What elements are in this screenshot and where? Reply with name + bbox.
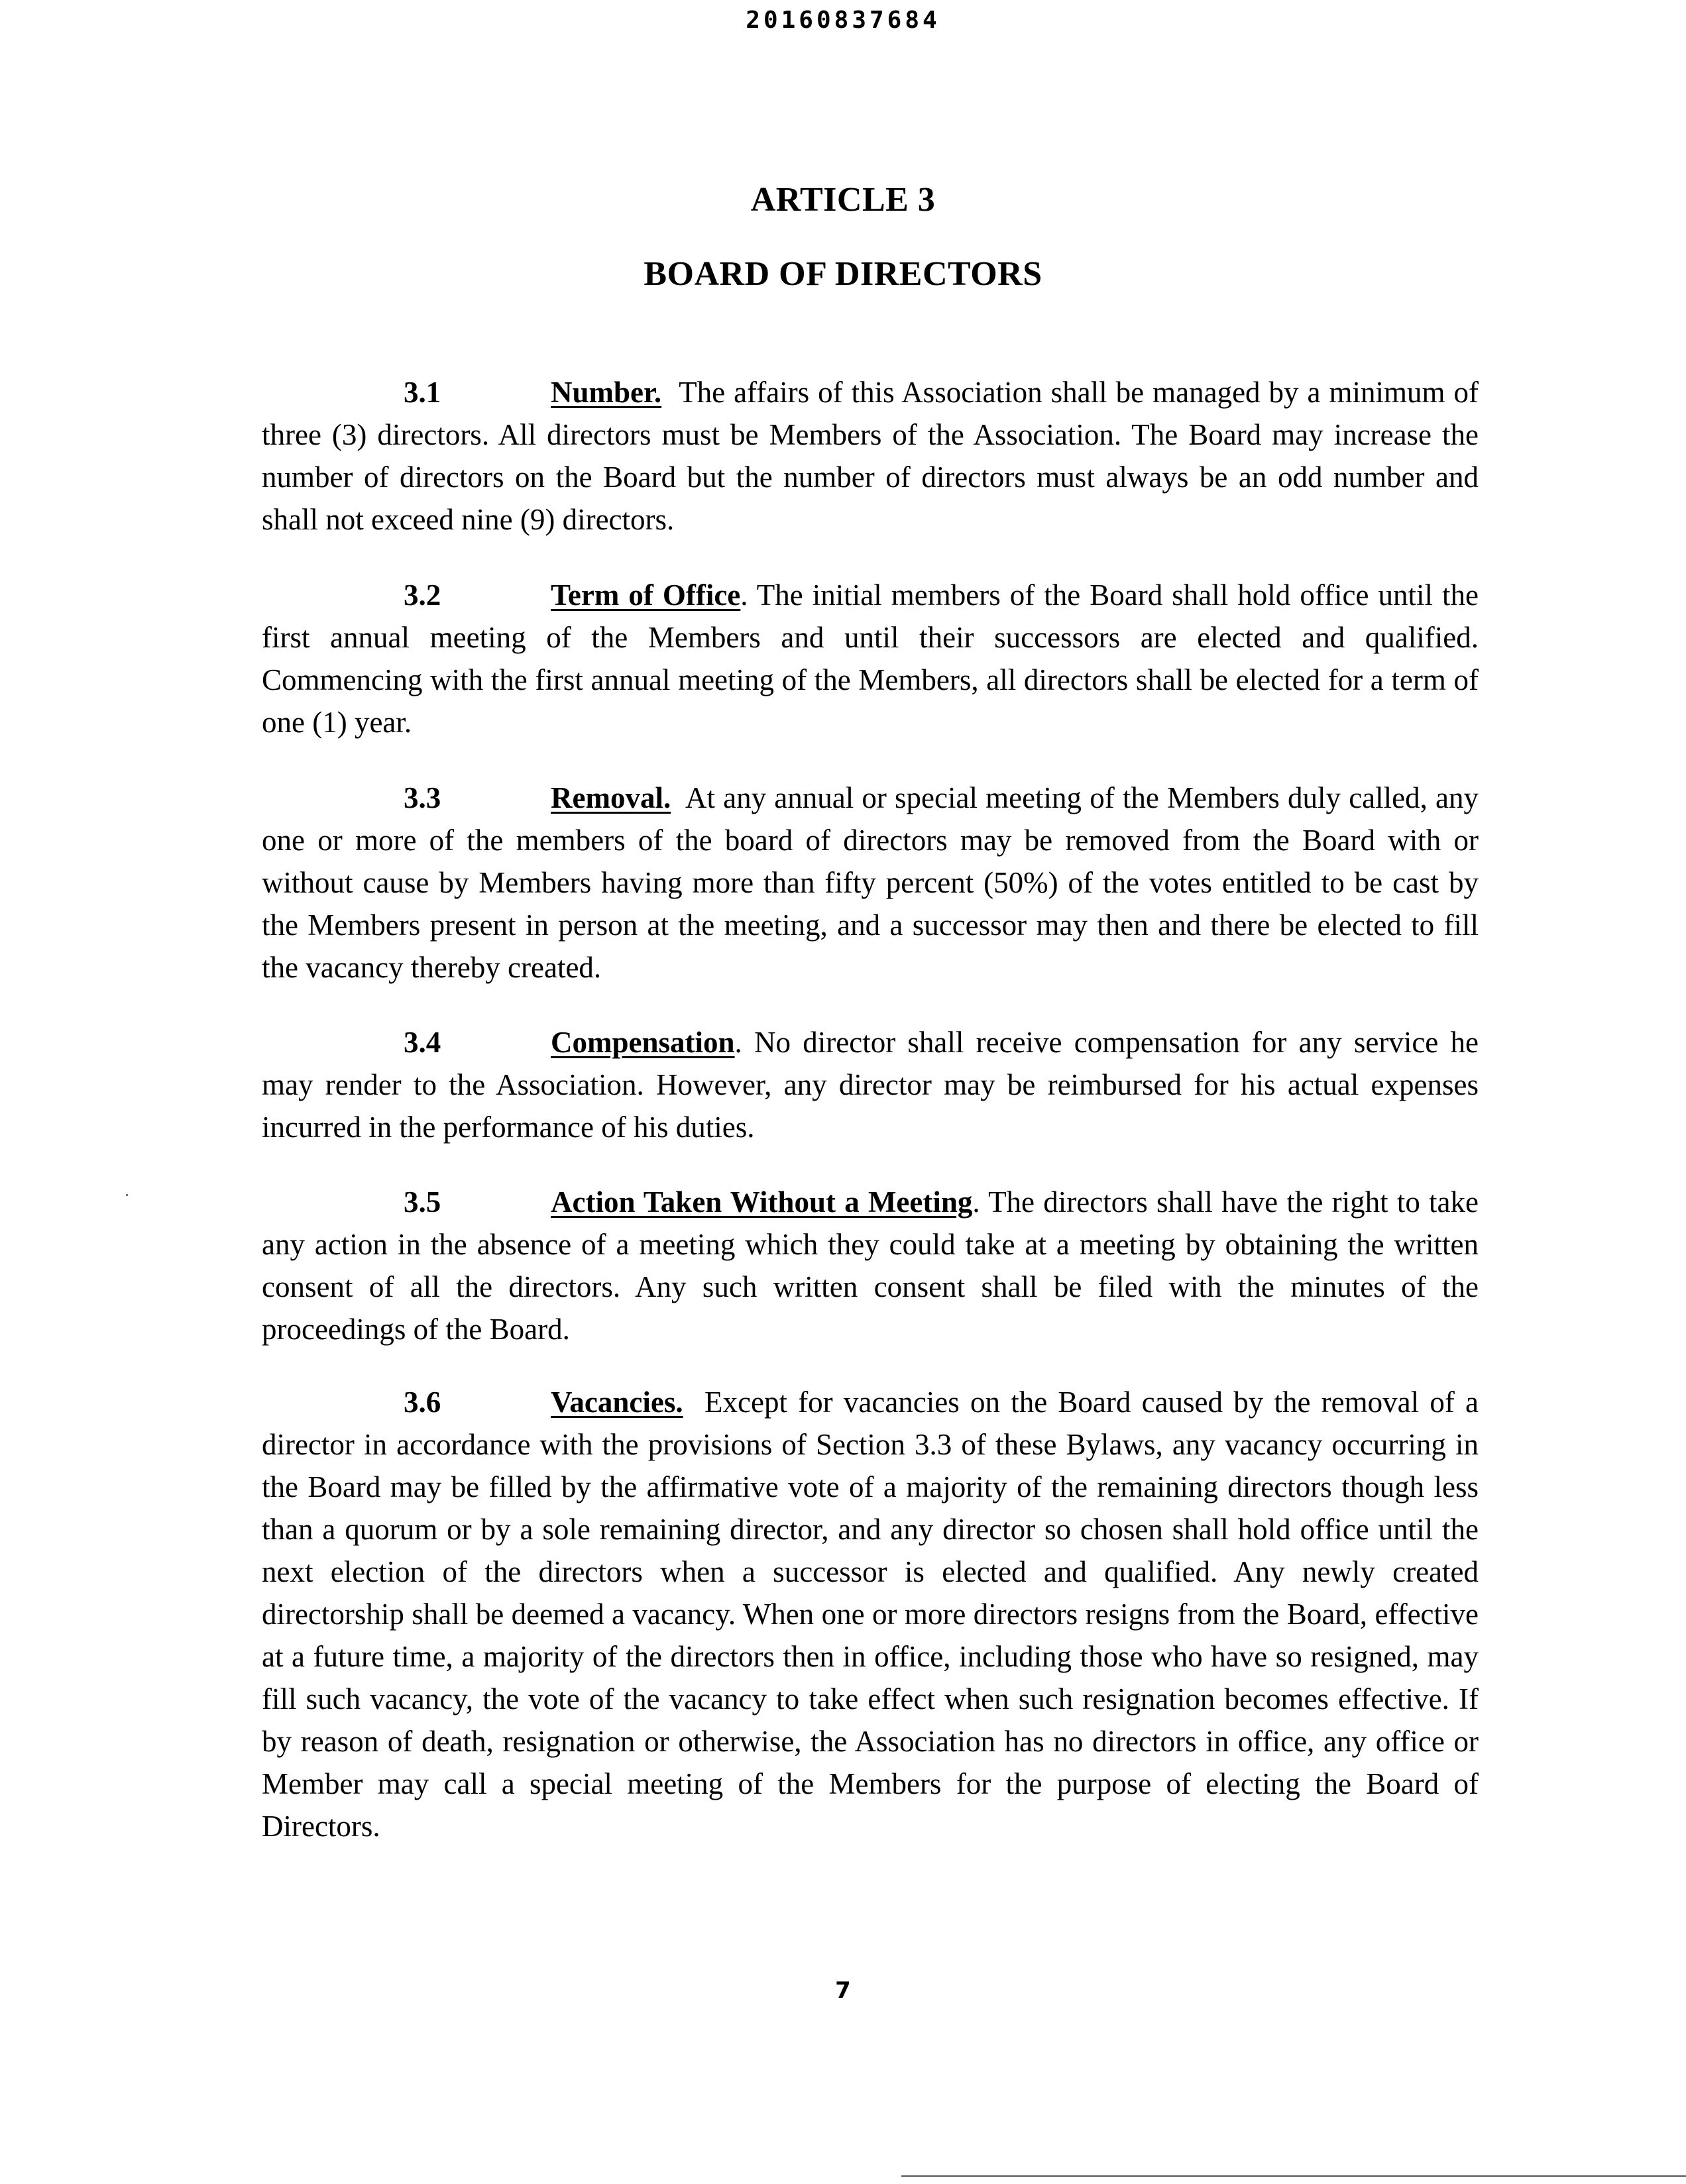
section-heading: Number. <box>551 376 662 409</box>
scan-speck <box>126 1194 128 1196</box>
section-text: . The directors shall have the right to take any action in the absence of a meeting which they could take at a meeting by obtaining the written consent of all the directors. Any such written consent shall be filed with the minutes of the proceedings of the Board. <box>262 1185 1479 1346</box>
article-subtitle: BOARD OF DIRECTORS <box>644 255 1042 293</box>
section-number: 3.5 <box>404 1185 441 1219</box>
section-3-4 <box>262 1021 1479 1148</box>
section-number: 3.2 <box>404 578 441 612</box>
section-heading: Vacancies. <box>551 1386 683 1419</box>
section-heading: Action Taken Without a Meeting <box>551 1185 973 1219</box>
section-text: At any annual or special meeting of the Members duly called, any one or more of the members of the board of directors may be removed from the Board with or without cause by Members having more than fifty percent (50%) of the votes entitled to be cast by the Members present in person at the meeting, and a successor may then and there be elected to fill the vacancy thereby created. <box>262 781 1479 984</box>
section-number: 3.3 <box>404 781 441 814</box>
section-text: The affairs of this Association shall be managed by a minimum of three (3) directors. All directors must be Members of the Association. The Board may increase the number of directors on the Board but the number of directors must always be an odd number and shall not exceed nine (9) directors. <box>262 376 1479 536</box>
section-3-6 <box>262 1381 1479 1847</box>
section-3-3 <box>262 777 1479 989</box>
section-heading: Removal. <box>551 781 671 814</box>
section-number: 3.6 <box>404 1386 441 1419</box>
document-number: 20160837684 <box>746 7 940 34</box>
article-title: ARTICLE 3 <box>750 181 936 219</box>
section-heading: Compensation <box>551 1026 735 1059</box>
section-text: . The initial members of the Board shall hold office until the first annual meeting of the Members and until their successors are elected and qualified. Commencing with the first annual meeting of the Members, all directors shall be elected for a term of one (1) year. <box>262 578 1479 739</box>
section-heading: Term of Office <box>551 578 741 612</box>
section-3-1 <box>262 371 1479 541</box>
section-text: . No director shall receive compensation for any service he may render to the Association. However, any director may be reimbursed for his actual expenses incurred in the performance of his duties. <box>262 1026 1479 1144</box>
section-3-2 <box>262 574 1479 743</box>
section-3-5 <box>262 1181 1479 1350</box>
bottom-rule <box>901 2175 1686 2177</box>
section-number: 3.1 <box>404 376 441 409</box>
section-number: 3.4 <box>404 1026 441 1059</box>
section-text: Except for vacancies on the Board caused by the removal of a director in accordance with the provisions of Section 3.3 of these Bylaws, any vacancy occurring in the Board may be filled by the affirmative vote of a majority of the remaining directors though less than a quorum or by a sole remaining director, and any director so chosen shall hold office until the next election of the directors when a successor is elected and qualified. Any newly created directorship shall be deemed a vacancy. When one or more directors resigns from the Board, effective at a future time, a majority of the directors then in office, including those who have so resigned, may fill such vacancy, the vote of the vacancy to take effect when such resignation becomes effective. If by reason of death, resignation or otherwise, the Association has no directors in office, any office or Member may call a special meeting of the Members for the purpose of electing the Board of Directors. <box>262 1386 1479 1843</box>
page-number: 7 <box>835 1977 851 2004</box>
